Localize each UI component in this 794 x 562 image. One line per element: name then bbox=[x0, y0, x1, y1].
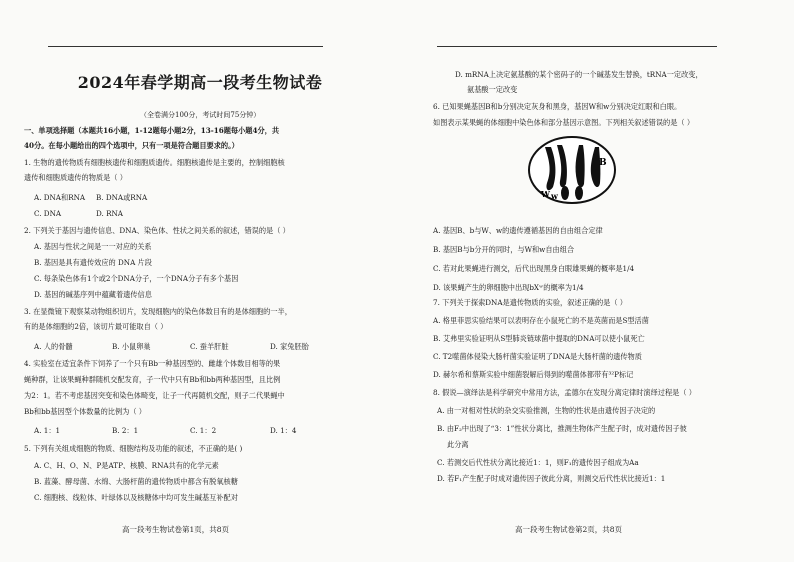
top-rule bbox=[48, 46, 323, 47]
chromosome-x bbox=[561, 186, 569, 200]
q5-option-c: C. 细胞核、线粒体、叶绿体以及核糖体中均可发生碱基互补配对 bbox=[34, 493, 238, 502]
q1-option-b: B. DNA或RNA bbox=[96, 193, 148, 202]
q8-option-c: C. 若测交后代性状分离比接近1：1，则F₁的遗传因子组成为Aa bbox=[437, 458, 639, 467]
q8-option-b: B. 由F₂中出现了“3：1”性状分离比，推测生物体产生配子时，成对遗传因子彼 bbox=[437, 424, 687, 433]
question-3-cont: 有的是体细胞的2倍，该切片最可能取自（ ） bbox=[24, 322, 168, 331]
question-3: 3. 在显微镜下观察某动物组织切片，发现细胞内的染色体数目有的是体细胞的一半， bbox=[24, 307, 292, 316]
question-2: 2. 下列关于基因与遗传信息、DNA、染色体、性状之间关系的叙述，错误的是（ ） bbox=[24, 226, 290, 235]
q6-option-b: B. 基因B与b分开的同时，与W和w自由组合 bbox=[433, 245, 575, 254]
chromosome-figure bbox=[527, 135, 617, 205]
page-footer: 高一段考生物试卷第2页，共8页 bbox=[515, 525, 623, 534]
page-footer: 高一段考生物试卷第1页，共8页 bbox=[122, 525, 230, 534]
question-4-line3: 为2：1。若不考虑基因突变和染色体畸变，让子一代再随机交配，则子二代果蝇中 bbox=[24, 391, 285, 400]
q6-option-c: C. 若对此果蝇进行测交，后代出现黑身白眼雄果蝇的概率是1/4 bbox=[433, 264, 635, 273]
question-5: 5. 下列有关组成细胞的物质、细胞结构及功能的叙述，不正确的是( ) bbox=[24, 444, 243, 453]
q6-option-a: A. 基因B、b与W、w的遗传遵循基因的自由组合定律 bbox=[433, 226, 603, 235]
q7-option-d: D. 赫尔希和蔡斯实验中细菌裂解后得到的噬菌体都带有³²P标记 bbox=[433, 370, 634, 379]
question-6: 6. 已知果蝇基因B和b分别决定灰身和黑身，基因W和w分别决定红眼和白眼。 bbox=[433, 102, 682, 111]
q5-option-a: A. C、H、O、N、P是ATP、核膜、RNA共有的化学元素 bbox=[34, 461, 219, 470]
q7-option-a: A. 格里菲思实验结果可以表明存在小鼠死亡的不是英菌而是S型活菌 bbox=[433, 316, 649, 325]
q2-option-c: C. 每条染色体有1个或2个DNA分子，一个DNA分子有多个基因 bbox=[34, 274, 239, 283]
q7-option-c: C. T2噬菌体侵染大肠杆菌实验证明了DNA是大肠杆菌的遗传物质 bbox=[433, 352, 642, 361]
question-4: 4. 实验室在适宜条件下饲养了一个只有Bb一种基因型的、雌雄个体数目相等的果 bbox=[24, 359, 281, 368]
question-4-line2: 蝇种群，让该果蝇种群随机交配发育，子一代中只有Bb和bb两种基因型，且比例 bbox=[24, 375, 281, 384]
q8-option-d: D. 若F₁产生配子时成对遗传因子彼此分离，则测交后代性状比接近1：1 bbox=[437, 474, 666, 483]
gene-label-b: B bbox=[599, 158, 607, 168]
q1-option-c: C. DNA bbox=[34, 209, 62, 218]
section-heading: 一、单项选择题（本题共16小题，1-12题每小题2分，13-16题每小题4分，共 bbox=[24, 126, 280, 135]
top-rule bbox=[437, 46, 717, 47]
question-1-cont: 遗传和细胞质遗传的物质是（ ） bbox=[24, 173, 127, 182]
question-7: 7. 下列关于探索DNA是遗传物质的实验，叙述正确的是（ ） bbox=[433, 298, 627, 307]
gene-label-w-lower: w bbox=[551, 191, 558, 201]
q4-option-b: B. 2：1 bbox=[112, 426, 139, 435]
gene-label-w-upper: W bbox=[541, 189, 550, 199]
q8-option-b-cont: 此分离 bbox=[447, 440, 469, 449]
q3-option-d: D. 家兔胚胎 bbox=[270, 342, 309, 351]
exam-page-2 bbox=[397, 0, 794, 562]
q5-option-d: D. mRNA上决定氨基酸的某个密码子的一个碱基发生替换，tRNA一定改变， bbox=[455, 70, 703, 79]
question-4-line4: Bb和bb基因型个体数量的比例为（ ） bbox=[24, 407, 146, 416]
question-1: 1. 生物的遗传物质有细胞核遗传和细胞质遗传。细胞核遗传是主要的，控制细胞核 bbox=[24, 158, 285, 167]
section-heading-cont: 40分。在每小题给出的四个选项中，只有一项是符合题目要求的。） bbox=[24, 141, 239, 150]
q5-option-b: B. 蓝藻、酵母菌、水绵、大肠杆菌的遗传物质中都含有脱氧核糖 bbox=[34, 477, 238, 486]
q2-option-d: D. 基因的碱基序列中蕴藏着遗传信息 bbox=[34, 290, 152, 299]
q7-option-b: B. 艾弗里实验证明从S型肺炎链球菌中提取的DNA可以使小鼠死亡 bbox=[433, 334, 645, 343]
exam-title: 2024年春学期高一段考生物试卷 bbox=[77, 73, 323, 92]
q3-option-a: A. 人的骨髓 bbox=[34, 342, 73, 351]
q4-option-c: C. 1：2 bbox=[190, 426, 217, 435]
chromosome-y bbox=[575, 186, 583, 200]
q5-option-d-cont: 氨基酸一定改变 bbox=[467, 85, 518, 94]
q4-option-a: A. 1：1 bbox=[34, 426, 61, 435]
exam-info: （全卷满分100分，考试时间75分钟） bbox=[140, 111, 261, 119]
q3-option-b: B. 小鼠卵巢 bbox=[112, 342, 151, 351]
q4-option-d: D. 1：4 bbox=[270, 426, 297, 435]
q3-option-c: C. 蚕羊肝脏 bbox=[190, 342, 229, 351]
q6-option-d: D. 该果蝇产生的卵细胞中出现bXʷ的概率为1/4 bbox=[433, 283, 584, 292]
question-8: 8. 假说—演绎法是科学研究中常用方法，孟德尔在发现分离定律时演绎过程是（ ） bbox=[433, 388, 696, 397]
q2-option-a: A. 基因与性状之间是一一对应的关系 bbox=[34, 242, 152, 251]
question-6-cont: 如图表示某果蝇的体细胞中染色体和部分基因示意图。下列相关叙述错误的是（ ） bbox=[433, 118, 695, 127]
q2-option-b: B. 基因是具有遗传效应的 DNA 片段 bbox=[34, 258, 152, 267]
q1-option-a: A. DNA和RNA bbox=[34, 193, 86, 202]
q1-option-d: D. RNA bbox=[96, 209, 123, 218]
q8-option-a: A. 由一对相对性状的杂交实验推测，生物的性状是由遗传因子决定的 bbox=[437, 406, 656, 415]
